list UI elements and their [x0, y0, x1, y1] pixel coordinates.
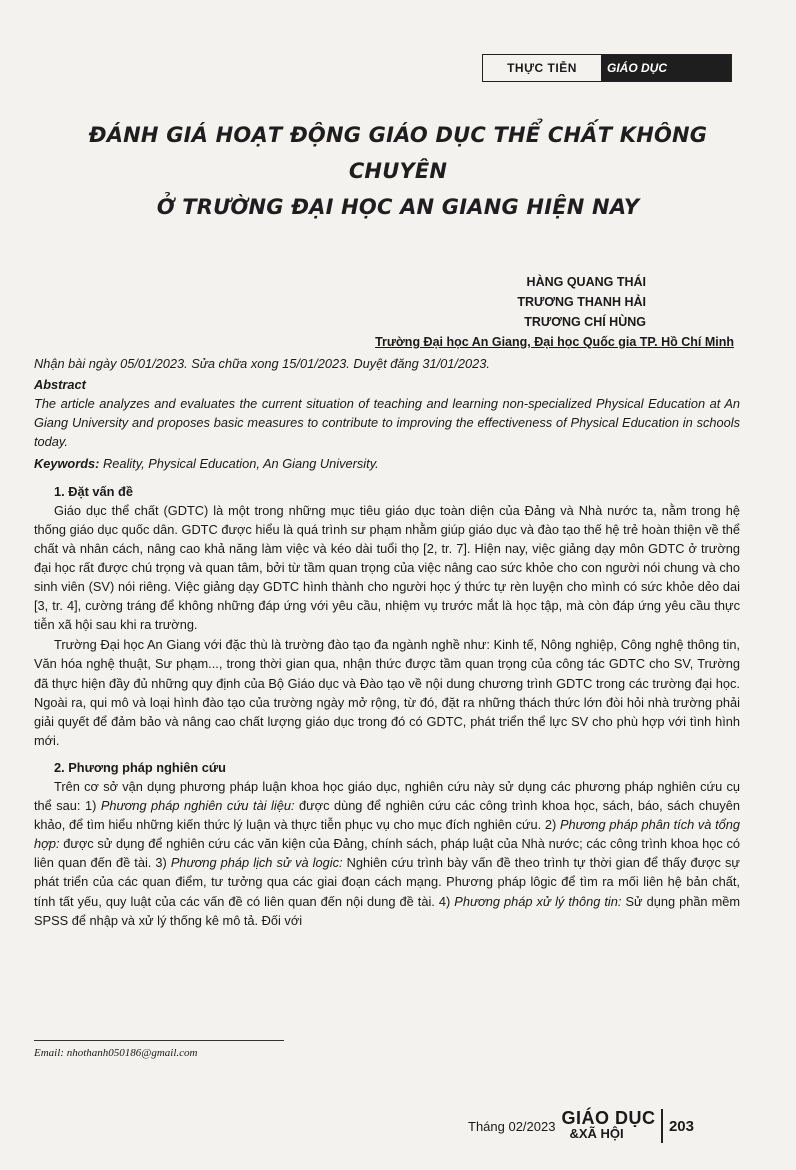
article-body	[34, 354, 740, 930]
abstract-text: The article analyzes and evaluates the current situation of teaching and learning non-specialized Physical Education at An Giang University and proposes basic measures to contribute to improving the effectiveness of Physical Education in schools today.	[34, 396, 740, 450]
methods-intro: Trên cơ sở vận dụng phương pháp luận khoa học giáo dục, nghiên cứu này sử dụng các phương pháp nghiên cứu cụ thể sau: 1)	[34, 778, 740, 814]
brand-line-2: &XÃ HỘI	[569, 1126, 624, 1141]
page-number: 203	[668, 1117, 694, 1135]
brand-line-1: GIÁO DỤC	[561, 1108, 656, 1128]
keywords	[34, 454, 740, 473]
author-1: HÀNG QUANG THÁI	[526, 275, 646, 289]
authors-block	[375, 272, 734, 352]
header-category-label: GIÁO DỤC	[601, 55, 731, 81]
method-4-desc: Sử dụng phần mềm SPSS để nhập và xử lý thống kê mô tả. Đối với	[34, 893, 741, 928]
page-footer	[468, 1106, 694, 1146]
method-2-name: Phương pháp phân tích và tổng hợp:	[34, 817, 740, 852]
title-line-2: Ở TRƯỜNG ĐẠI HỌC AN GIANG HIỆN NAY	[156, 195, 640, 219]
article-title	[40, 117, 756, 225]
footer-divider	[661, 1109, 663, 1143]
abstract-heading: Abstract	[34, 377, 86, 393]
author-2: TRƯƠNG THANH HẢI	[517, 295, 646, 309]
method-3-desc: Nghiên cứu trình bày vấn đề theo trình tự thời gian để thấy được sự phát triển của các quan điểm, tư tưởng qua các giai đoạn cách mạng. Phương pháp lôgic để tìm ra mối liên hệ bản chất, tính tất yếu, quy luật của các vấn đề có liên quan đến nội dung đề tài. 4)	[34, 855, 740, 909]
method-3-name: Phương pháp lịch sử và logic:	[170, 855, 343, 871]
method-1-name: Phương pháp nghiên cứu tài liệu:	[100, 798, 295, 814]
section-1-paragraph-2: Trường Đại học An Giang với đặc thù là trường đào tạo đa ngành nghề như: Kinh tế, Nông nghiệp, Công nghệ thông tin, Văn hóa nghệ thuật, Sư phạm..., trong thời gian qua, nhận thức được tầm quan trọng của công tác GDTC cho SV, Trường đã thực hiện đầy đủ những quy định của Bộ Giáo dục và Đào tạo về nội dung chương trình GDTC trong các trường đại học. Ngoài ra, qui mô và loại hình đào tạo của trường ngày mở rộng, từ đó, đặt ra những thách thức lớn đòi hỏi nhà trường phải giải quyết để đảm bảo và nâng cao chất lượng giáo dục trong đó có GDTC, phát triển thể lực SV cho phù hợp với tình hình mới.	[34, 637, 740, 748]
section-2-heading: 2. Phương pháp nghiên cứu	[54, 759, 226, 775]
method-2-desc: được sử dụng để nghiên cứu các văn kiện của Đảng, chính sách, pháp luật của Nhà nước; các công trình khoa học có liên quan đến đề tài. 3)	[34, 836, 740, 871]
method-4-name: Phương pháp xử lý thông tin:	[454, 893, 622, 909]
section-header-tag	[482, 54, 732, 82]
keywords-list: Reality, Physical Education, An Giang University.	[99, 456, 379, 472]
header-section-label: THỰC TIỄN	[483, 55, 601, 81]
title-line-1: ĐÁNH GIÁ HOẠT ĐỘNG GIÁO DỤC THỂ CHẤT KHÔNG CHUYÊN	[88, 123, 708, 183]
issue-month: Tháng 02/2023	[468, 1118, 556, 1134]
received-dates: Nhận bài ngày 05/01/2023. Sửa chữa xong 15/01/2023. Duyệt đăng 31/01/2023.	[34, 356, 490, 371]
affiliation: Trường Đại học An Giang, Đại học Quốc gia TP. Hồ Chí Minh	[375, 335, 734, 349]
author-3: TRƯƠNG CHÍ HÙNG	[524, 315, 646, 329]
section-1-paragraph-1: Giáo dục thể chất (GDTC) là một trong những mục tiêu giáo dục toàn diện của Đảng và Nhà nước ta, nằm trong hệ thống giáo dục quốc dân. GDTC được hiểu là quá trình sư phạm nhằm giúp giáo dục và đào tạo thế hệ trẻ hoàn thiện về thể chất và nhân cách, nâng cao khả năng làm việc và kéo dài tuổi thọ [2, tr. 7]. Hiện nay, việc giảng dạy môn GDTC ở trường đại học rất được chú trọng và quan tâm, bởi từ tầm quan trọng của việc nâng cao sức khỏe cho con người nói chung và cho sinh viên (SV) nói riêng. Việc giảng dạy GDTC hình thành cho người học ý thức tự rèn luyện cho mình có sức khỏe dẻo dai [3, tr. 4], cường tráng để không những đáp ứng với yêu cầu, nhiệm vụ trước mắt là học tập, mà còn đáp ứng yêu cầu thực tiễn xã hội sau khi ra trường.	[34, 502, 740, 633]
method-1-desc: được dùng để nghiên cứu các công trình khoa học, sách, báo, sách chuyên khảo, để tìm hiểu những kiến thức lý luận và thực tiễn phục vụ cho mục đích nghiên cứu. 2)	[34, 798, 740, 833]
section-1-heading: 1. Đặt vấn đề	[54, 483, 133, 499]
section-2-paragraph-1	[34, 777, 740, 930]
author-email: Email: nhothanh050186@gmail.com	[34, 1040, 284, 1059]
keywords-label: Keywords:	[34, 456, 100, 472]
journal-brand	[561, 1108, 656, 1141]
